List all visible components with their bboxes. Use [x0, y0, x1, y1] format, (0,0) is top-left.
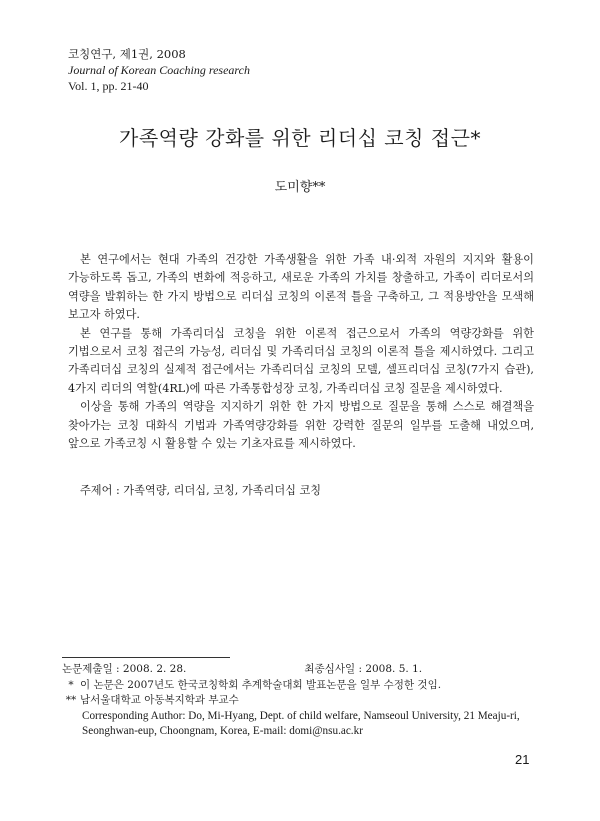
footnote-2-mark: **: [65, 694, 77, 706]
footnote-1: [62, 678, 540, 694]
page-number: 21: [515, 752, 530, 767]
journal-english-name: Journal of Korean Coaching research: [68, 63, 250, 77]
journal-volume-pages: Vol. 1, pp. 21-40: [68, 79, 149, 93]
footnote-1-mark: *: [68, 678, 74, 691]
corresponding-author-line-1: Corresponding Author: Do, Mi-Hyang, Dept. of child welfare, Namseoul University, 21 Meaju-ri,: [82, 709, 520, 722]
abstract-paragraph-1: 본 연구에서는 현대 가족의 건강한 가족생활을 위한 가족 내·외적 자원의 지지와 활용이 가능하도록 돕고, 가족의 변화에 적응하고, 새로운 가족의 가치를 창출하고, 가족이 리더로서의 역량을 발휘하는 한 가지 방법으로 리더십 코칭의 이론적 틀을 구축하고, 그 적용방안을 모색해 보고자 하였다.: [68, 253, 534, 322]
submitted-date: 논문제출일 : 2008. 2. 28.: [62, 663, 187, 675]
paper-title: 가족역량 강화를 위한 리더십 코칭 접근*: [119, 126, 481, 150]
keywords: 주제어 : 가족역량, 리더십, 코칭, 가족리더십 코칭: [80, 484, 322, 497]
journal-korean-line: 코칭연구, 제1권, 2008: [68, 47, 186, 61]
abstract-paragraph-2: 본 연구를 통해 가족리더십 코칭을 위한 이론적 접근으로서 가족의 역량강화를 위한 기법으로서 코칭 접근의 가능성, 리더십 및 가족리더십 코칭의 이론적 틀을 제시하였다. 그리고 가족리더십 코칭의 실제적 접근에서는 가족리더십 코칭의 모델, 셀프리더십 코칭(7가지 습관), 4가지 리더의 역할(4RL)에 따른 가족통합성장 코칭, 가족리더십 코칭 질문을 제시하였다.: [68, 326, 534, 395]
accepted-date: 최종심사일 : 2008. 5. 1.: [304, 663, 423, 675]
footnote-2: [62, 693, 540, 709]
paper-author: 도미향**: [274, 180, 326, 195]
abstract: [68, 251, 534, 453]
footnote-1-text: 이 논문은 2007년도 한국코칭학회 추계학술대회 발표논문을 일부 수정한 것임.: [80, 678, 442, 691]
footnotes: [62, 662, 540, 740]
journal-info: [68, 46, 250, 94]
corresponding-author-line-2: Seonghwan-eup, Choongnam, Korea, E-mail: domi@nsu.ac.kr: [82, 725, 363, 737]
footnote-divider: [62, 657, 230, 658]
footnote-2-text: 남서울대학교 아동복지학과 부교수: [80, 694, 239, 706]
abstract-paragraph-3: 이상을 통해 가족의 역량을 지지하기 위한 한 가지 방법으로 질문을 통해 스스로 해결책을 찾아가는 코칭 대화식 기법과 가족역량강화를 위한 강력한 질문의 일부를 도출해 내었으며, 앞으로 가족코칭 시 활용할 수 있는 기초자료를 제시하였다.: [68, 400, 534, 451]
footnote-dates: [62, 662, 540, 678]
